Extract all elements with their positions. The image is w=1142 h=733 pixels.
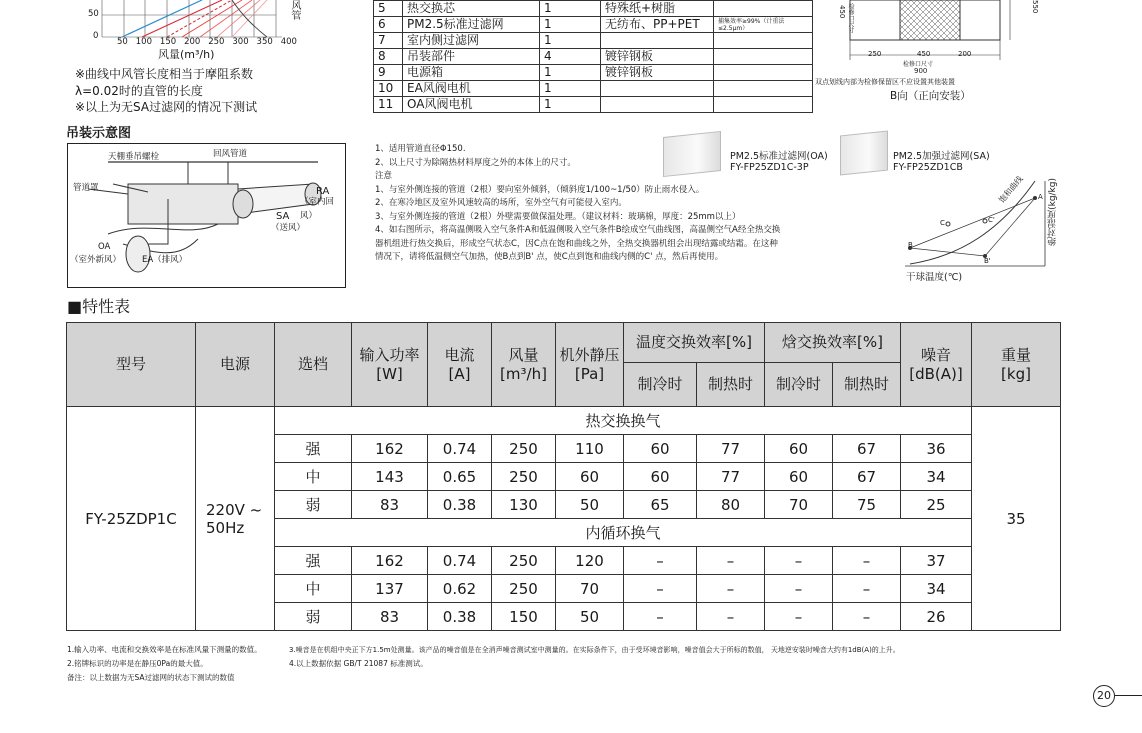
note-line: 1、与室外侧连接的管道（2根）要向室外倾斜，（倾斜度1/100~1/50）防止雨水侵入。 xyxy=(375,184,705,195)
parts-cell xyxy=(601,33,714,49)
psychro-point-cp: C' xyxy=(988,216,995,224)
parts-row xyxy=(374,65,813,81)
parts-cell: 4 xyxy=(540,49,601,65)
b-view-drawing xyxy=(815,0,1050,100)
psychro-point-bp: B' xyxy=(984,257,991,265)
xtick: 300 xyxy=(232,37,249,47)
parts-cell xyxy=(601,81,714,97)
spec-cell: – xyxy=(697,575,765,603)
parts-cell: 9 xyxy=(374,65,403,81)
header-weight-label: 重量 xyxy=(1000,345,1031,364)
dim-550: 550 xyxy=(1031,0,1039,14)
spec-cell: 77 xyxy=(697,435,765,463)
b-view-caption: B向（正向安装） xyxy=(890,90,971,102)
parts-cell: 热交换芯 xyxy=(403,1,540,17)
spec-cell: 60 xyxy=(765,435,833,463)
psychro-chart xyxy=(900,176,1065,284)
header-static xyxy=(556,323,624,407)
parts-cell: 吊装部件 xyxy=(403,49,540,65)
spec-cell: 150 xyxy=(492,603,556,631)
parts-cell: 镀锌钢板 xyxy=(601,49,714,65)
note-line: 2、在寒冷地区及室外风速较高的场所，室外空气有可能侵入室内。 xyxy=(375,198,627,208)
header-input-power xyxy=(352,323,428,407)
header-speed: 选档 xyxy=(275,323,352,407)
note-line: 4、如右图所示，将高温侧吸入空气条件A和低温侧吸入空气条件B绘成空气曲线图，高温侧空气A经全热交换 xyxy=(375,225,781,235)
parts-cell: 8 xyxy=(374,49,403,65)
header-input-power-label: 输入功率 xyxy=(359,345,420,364)
section-heat-exchange: 热交换换气 xyxy=(275,407,972,435)
xtick: 200 xyxy=(184,37,201,47)
psychro-point-c: C xyxy=(940,219,945,227)
spec-cell: 75 xyxy=(833,491,901,519)
header-input-power-unit: [W] xyxy=(376,364,403,383)
footnote: 1.输入功率、电流和交换效率是在标准风量下测量的数值。 xyxy=(67,645,262,654)
xtick: 150 xyxy=(159,37,177,47)
parts-cell: 5 xyxy=(374,1,403,17)
spec-cell: 65 xyxy=(624,491,697,519)
spec-cell: 25 xyxy=(901,491,972,519)
label-return-duct: 回风管道 xyxy=(213,149,248,159)
page-number-badge xyxy=(1093,685,1115,707)
spec-cell: – xyxy=(833,575,901,603)
parts-cell: EA风阀电机 xyxy=(403,81,540,97)
spec-cell: 0.74 xyxy=(428,547,492,575)
spec-cell: – xyxy=(624,575,697,603)
parts-row xyxy=(374,17,813,33)
note-line: 注意 xyxy=(375,171,393,181)
parts-cell: 7 xyxy=(374,33,403,49)
spec-cell: 34 xyxy=(901,463,972,491)
header-static-label: 机外静压 xyxy=(559,345,620,364)
dim-450b: 450 xyxy=(917,50,931,58)
parts-cell: 1 xyxy=(540,17,601,33)
spec-cell: 26 xyxy=(901,603,972,631)
std-filter-model: FY-FP25ZD1C-3P xyxy=(730,162,809,173)
spec-cell: 250 xyxy=(492,435,556,463)
parts-cell xyxy=(601,97,714,113)
footnotes-left xyxy=(67,643,262,685)
enh-filter-model: FY-FP25ZD1CB xyxy=(893,162,963,173)
spec-cell: 162 xyxy=(352,547,428,575)
spec-cell: 强 xyxy=(275,547,352,575)
spec-cell: 弱 xyxy=(275,603,352,631)
parts-row xyxy=(374,49,813,65)
spec-cell: – xyxy=(624,547,697,575)
spec-cell: 中 xyxy=(275,575,352,603)
note-line: 2、以上尺寸为除隔热材料厚度之外的本体上的尺寸。 xyxy=(375,157,576,168)
parts-cell xyxy=(714,65,813,81)
spec-cell: 250 xyxy=(492,575,556,603)
spec-cell: 60 xyxy=(624,435,697,463)
header-enth-heat: 制热时 xyxy=(833,363,901,407)
spec-cell: 143 xyxy=(352,463,428,491)
note-line: 情况下，请将低温侧空气加热，使B点到B' 点，使C点到饱和曲线内侧的C' 点，然后再使用。 xyxy=(375,252,724,262)
parts-cell: OA风阀电机 xyxy=(403,97,540,113)
spec-cell: 36 xyxy=(901,435,972,463)
curve-ytick-0: 0 xyxy=(93,31,99,41)
spec-cell: 80 xyxy=(697,491,765,519)
parts-cell: 特殊纸+树脂 xyxy=(601,1,714,17)
psychro-xlabel: 干球温度(℃) xyxy=(906,272,963,283)
parts-row xyxy=(374,1,813,17)
curve-ytick-50: 50 xyxy=(88,9,99,19)
spec-cell: 50 xyxy=(556,603,624,631)
dim-450: 450 xyxy=(838,5,846,19)
curve-note-1: ※曲线中风管长度相当于摩阻系数 xyxy=(75,67,254,81)
parts-row xyxy=(374,81,813,97)
parts-cell: 10 xyxy=(374,81,403,97)
label-ra: RA xyxy=(316,186,330,197)
spec-cell: – xyxy=(697,603,765,631)
parts-cell: 1 xyxy=(540,81,601,97)
spec-cell: – xyxy=(765,547,833,575)
spec-cell: 83 xyxy=(352,603,428,631)
std-filter-name: PM2.5标准过滤网(OA) xyxy=(730,151,828,162)
cell-weight: 35 xyxy=(972,407,1061,631)
header-airflow xyxy=(492,323,556,407)
footnote: 3.噪音是在机组中央正下方1.5m处测量。该产品的噪音值是在全消声噪音测试室中测量的。在实际条件下，由于受环境音影响，噪音值会大于所标的数值， 天地逆安装时噪音大约有1dB(A)的上升。 xyxy=(289,646,900,654)
label-ceiling-bolt: 天棚垂吊螺栓 xyxy=(108,152,160,162)
enh-filter-name: PM2.5加强过滤网(SA) xyxy=(893,151,990,162)
parts-cell xyxy=(714,97,813,113)
xtick: 50 xyxy=(117,37,128,47)
page-number-rule xyxy=(1115,695,1142,696)
dim-200: 200 xyxy=(958,50,972,58)
note-line: 3、与室外侧连接的管道（2根）外壁需要做保温处理。（建议材料：玻璃棉，厚度：25mm以上） xyxy=(375,211,741,222)
label-ea: EA（排风） xyxy=(142,255,188,265)
spec-cell: 0.74 xyxy=(428,435,492,463)
dim-900: 900 xyxy=(914,67,928,75)
parts-cell: 11 xyxy=(374,97,403,113)
header-noise xyxy=(901,323,972,407)
spec-cell: 250 xyxy=(492,547,556,575)
spec-cell: 120 xyxy=(556,547,624,575)
footnotes-right xyxy=(289,643,1049,671)
parts-row xyxy=(374,97,813,113)
label-ra-sub: （室内回风） xyxy=(300,197,335,221)
header-weight xyxy=(972,323,1061,407)
psychro-point-a: A xyxy=(1038,193,1043,201)
cell-power: 220V ~ 50Hz xyxy=(196,407,275,631)
section-internal-circulation: 内循环换气 xyxy=(275,519,972,547)
psychro-ylabel: 绝对湿度(kg/kg) xyxy=(1048,178,1058,246)
curve-note-3: ※以上为无SA过滤网的情况下测试 xyxy=(75,100,258,114)
header-enth-cool: 制冷时 xyxy=(765,363,833,407)
footnote: 备注：以上数据为无SA过滤网的状态下测试的数值 xyxy=(67,673,235,682)
spec-cell: 60 xyxy=(765,463,833,491)
xtick: 350 xyxy=(256,37,273,47)
spec-cell: 0.65 xyxy=(428,463,492,491)
parts-cell: PM2.5标准过滤网 xyxy=(403,17,540,33)
header-static-unit: [Pa] xyxy=(574,364,605,383)
spec-title: ■特性表 xyxy=(67,297,131,316)
parts-cell: 镀锌钢板 xyxy=(601,65,714,81)
hanging-title: 吊装示意图 xyxy=(66,126,132,141)
parts-cell: 1 xyxy=(540,33,601,49)
parts-cell: 室内侧过滤网 xyxy=(403,33,540,49)
spec-cell: 60 xyxy=(556,463,624,491)
parts-cell: 6 xyxy=(374,17,403,33)
psychro-point-b: B xyxy=(908,241,913,249)
spec-cell: 弱 xyxy=(275,491,352,519)
note-line: 器机组进行热交换后，形成空气状态C，因C点在饱和曲线之外，全热交换器机组会出现结露或结霜。在这种 xyxy=(375,238,778,249)
header-enth-eff: 焓交换效率[%] xyxy=(765,323,901,363)
spec-cell: 77 xyxy=(697,463,765,491)
spec-cell: 70 xyxy=(556,575,624,603)
parts-cell xyxy=(714,81,813,97)
dim-250: 250 xyxy=(868,50,882,58)
spec-cell: 110 xyxy=(556,435,624,463)
parts-table xyxy=(373,0,813,113)
footnote: 4.以上数据依据 GB/T 21087 标准测试。 xyxy=(289,659,428,668)
xtick: 100 xyxy=(135,37,152,47)
parts-cell: 捕集效率≥99%（计重法≤2.5μm） xyxy=(714,17,813,33)
spec-cell: – xyxy=(697,547,765,575)
b-view-note: 双点划线内部为检修保留区不应设置其他装置 xyxy=(815,78,955,86)
dim-vlabel: 检修口尺寸 xyxy=(847,3,854,33)
parts-cell: 1 xyxy=(540,65,601,81)
spec-cell: 83 xyxy=(352,491,428,519)
spec-cell: 67 xyxy=(833,435,901,463)
spec-cell: 0.38 xyxy=(428,603,492,631)
spec-cell: 37 xyxy=(901,547,972,575)
header-current-unit: [A] xyxy=(448,364,471,383)
label-oa: OA xyxy=(98,242,111,252)
xtick: 250 xyxy=(208,37,225,47)
header-current-label: 电流 xyxy=(444,345,475,364)
parts-cell xyxy=(714,1,813,17)
label-oa-sub: （室外新风） xyxy=(70,255,122,265)
header-noise-unit: [dB(A)] xyxy=(909,364,963,383)
spec-cell: – xyxy=(833,547,901,575)
parts-cell: 1 xyxy=(540,1,601,17)
header-power: 电源 xyxy=(196,323,275,407)
label-sa: SA xyxy=(276,211,290,222)
spec-cell: – xyxy=(624,603,697,631)
dim-inspect: 检修口尺寸 xyxy=(903,61,934,68)
cell-model: FY-25ZDP1C xyxy=(67,407,196,631)
footnote: 2.铭牌标识的功率是在静压0Pa的最大值。 xyxy=(67,659,208,668)
parts-cell xyxy=(714,49,813,65)
label-duct-cover: 管道罩 xyxy=(73,183,99,193)
spec-cell: 70 xyxy=(765,491,833,519)
curve-ylabel: 风管 xyxy=(289,0,300,20)
header-noise-label: 噪音 xyxy=(920,345,951,364)
enh-filter-image xyxy=(840,130,888,175)
parts-cell: 1 xyxy=(540,97,601,113)
spec-cell: 130 xyxy=(492,491,556,519)
spec-cell: 0.38 xyxy=(428,491,492,519)
xtick: 400 xyxy=(280,37,297,47)
header-current xyxy=(428,323,492,407)
spec-cell: 中 xyxy=(275,463,352,491)
parts-cell xyxy=(714,33,813,49)
spec-cell: – xyxy=(833,603,901,631)
header-temp-cool: 制冷时 xyxy=(624,363,697,407)
spec-cell: – xyxy=(765,575,833,603)
label-sa-sub: （送风） xyxy=(271,223,306,233)
header-model: 型号 xyxy=(67,323,196,407)
parts-cell: 无纺布、PP+PET xyxy=(601,17,714,33)
page-number: 20 xyxy=(1097,689,1111,702)
header-weight-unit: [kg] xyxy=(1001,364,1031,383)
std-filter-image xyxy=(663,131,721,177)
parts-row xyxy=(374,33,813,49)
spec-cell: 137 xyxy=(352,575,428,603)
spec-cell: 0.62 xyxy=(428,575,492,603)
spec-cell: – xyxy=(765,603,833,631)
spec-cell: 67 xyxy=(833,463,901,491)
spec-cell: 强 xyxy=(275,435,352,463)
header-temp-heat: 制热时 xyxy=(697,363,765,407)
note-line: 1、适用管道直径Φ150. xyxy=(375,144,466,154)
spec-cell: 250 xyxy=(492,463,556,491)
psychro-curve-label: 饱和曲线 xyxy=(997,174,1025,205)
spec-cell: 60 xyxy=(624,463,697,491)
curve-xlabel: 风量(m³/h) xyxy=(158,48,215,61)
header-airflow-unit: [m³/h] xyxy=(500,364,547,383)
header-airflow-label: 风量 xyxy=(508,345,539,364)
parts-cell: 电源箱 xyxy=(403,65,540,81)
curve-note-2: λ=0.02时的直管的长度 xyxy=(75,84,203,98)
spec-cell: 162 xyxy=(352,435,428,463)
spec-table xyxy=(66,322,1061,631)
header-temp-eff: 温度交换效率[%] xyxy=(624,323,765,363)
spec-cell: 34 xyxy=(901,575,972,603)
hanging-diagram xyxy=(67,143,346,288)
spec-cell: 50 xyxy=(556,491,624,519)
